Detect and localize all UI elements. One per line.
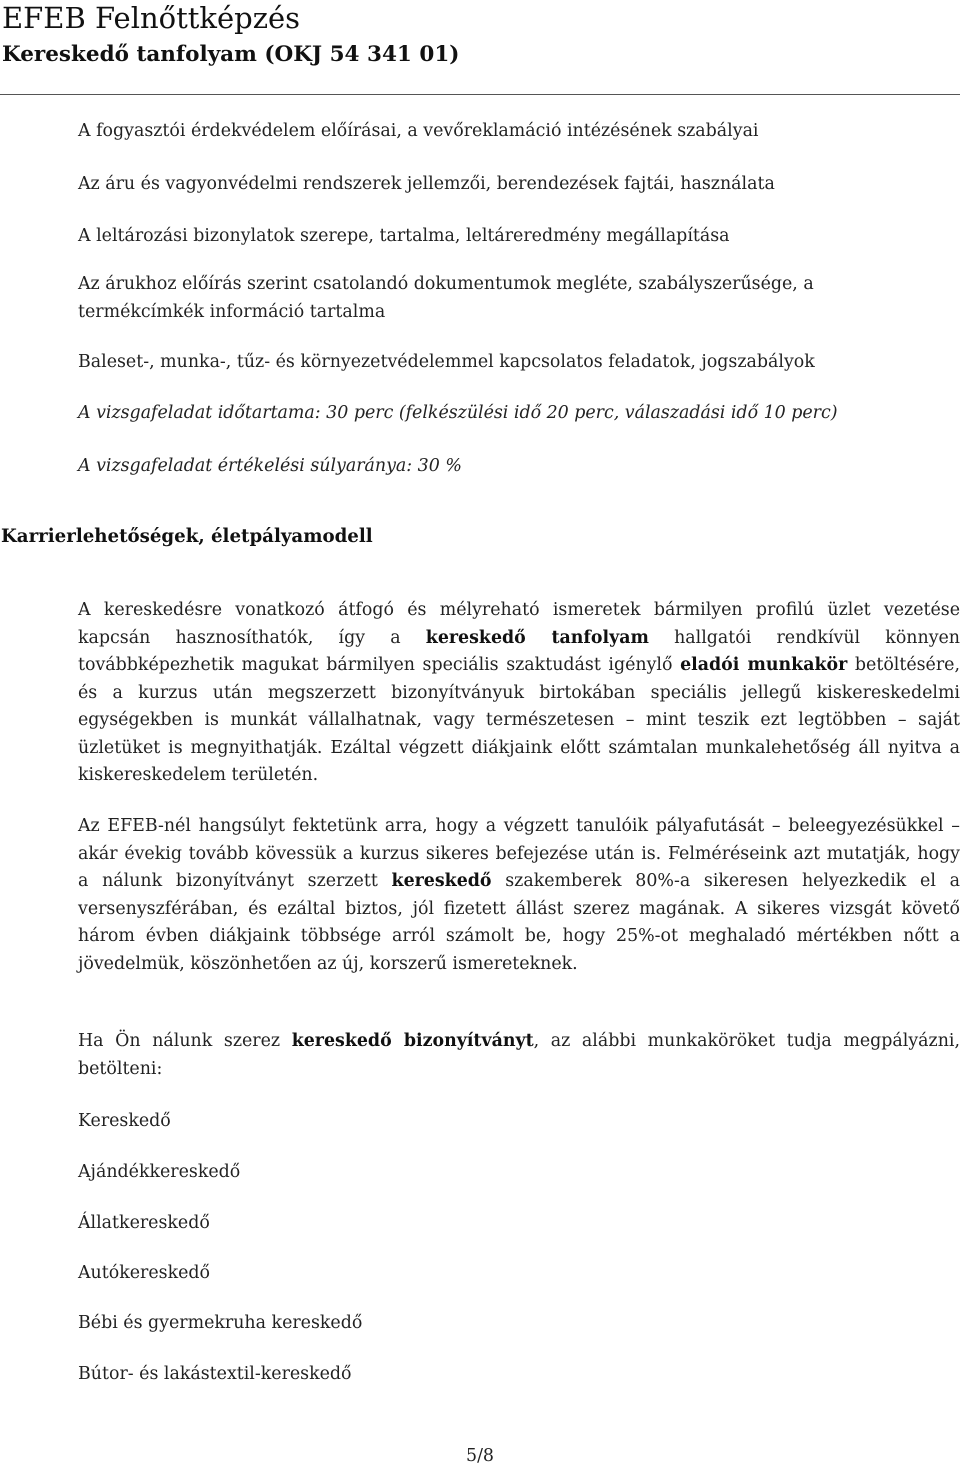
topic-line: Baleset-, munka-, tűz- és környezetvédelemmel kapcsolatos feladatok, jogszabályok bbox=[78, 352, 815, 372]
topic-line: A leltározási bizonylatok szerepe, tartalma, leltáreredmény megállapítása bbox=[78, 226, 730, 246]
job-item: Ajándékkereskedő bbox=[78, 1162, 241, 1182]
career-paragraph-3 bbox=[78, 1028, 960, 1083]
exam-weight: A vizsgafeladat értékelési súlyaránya: 30 % bbox=[78, 456, 462, 476]
job-item: Bútor- és lakástextil-kereskedő bbox=[78, 1364, 352, 1384]
paragraph-bold-text: eladói munkakör bbox=[680, 655, 848, 675]
career-paragraph-2 bbox=[78, 813, 960, 978]
paragraph-bold-text: kereskedő tanfolyam bbox=[425, 627, 649, 648]
paragraph-bold-text: kereskedő bbox=[391, 871, 492, 891]
document-title: Kereskedő tanfolyam (OKJ 54 341 01) bbox=[2, 42, 460, 67]
exam-duration: A vizsgafeladat időtartama: 30 perc (felkészülési idő 20 perc, válaszadási idő 10 perc) bbox=[78, 403, 838, 423]
paragraph-bold-text: kereskedő bizonyítványt bbox=[291, 1031, 534, 1051]
section-heading-career: Karrierlehetőségek, életpályamodell bbox=[1, 526, 373, 547]
site-title: EFEB Felnőttképzés bbox=[2, 1, 301, 35]
paragraph-text: betöltésére, és a kurzus után megszerzett bizonyítványuk birtokában speciális jellegű kiskereskedelmi egységekben is munkát vállalhatnak, vagy természetesen – mint teszik ezt legtöbben – saját üzletüket is megnyithatják. Ezáltal végzett diákjaink előtt számtalan munkalehetőség áll nyitva a kiskereskedelem területén. bbox=[78, 655, 960, 785]
paragraph-text: Ha Ön nálunk szerez bbox=[78, 1031, 292, 1051]
page-header bbox=[0, 0, 960, 95]
topic-line: Az árukhoz előírás szerint csatolandó dokumentumok megléte, szabályszerűsége, a bbox=[78, 274, 814, 294]
page-number: 5/8 bbox=[466, 1446, 494, 1466]
job-item: Bébi és gyermekruha kereskedő bbox=[78, 1313, 363, 1333]
topic-line: termékcímkék információ tartalma bbox=[78, 302, 386, 322]
topic-line: Az áru és vagyonvédelmi rendszerek jellemzői, berendezések fajtái, használata bbox=[78, 174, 775, 194]
career-paragraph-1 bbox=[78, 597, 960, 790]
job-item: Állatkereskedő bbox=[78, 1213, 210, 1233]
job-item: Autókereskedő bbox=[78, 1263, 211, 1283]
paragraph-text: , az alábbi munkaköröket tudja megpályázni, betölteni: bbox=[78, 1031, 960, 1079]
paragraph-text: Az EFEB-nél hangsúlyt fektetünk arra, hogy a végzett tanulóik pályafutását – beleegyezésükkel – akár évekig tovább kövessük a kurzus sikeres befejezése után is. Felméréseink azt mutatják, hogy a nálunk bizonyítványt szerzett bbox=[78, 816, 960, 891]
paragraph-text: A kereskedésre vonatkozó átfogó és mélyreható ismeretek bármilyen profilú üzlet vezetése kapcsán hasznosíthatók, így a bbox=[78, 600, 960, 648]
paragraph-text: szakemberek 80%-a sikeresen helyezkedik el a versenyszférában, és ezáltal biztos, jól fizetett állást szerez magának. A sikeres vizsgát követő három évben diákjaink többsége arról számolt be, hogy 25%-ot meghaladó mértékben nőtt a jövedelmük, köszönhetően az új, korszerű ismereteknek. bbox=[78, 871, 960, 974]
paragraph-text: hallgatói rendkívül könnyen továbbképezhetik magukat bármilyen speciális szaktudást igénylő bbox=[78, 627, 960, 675]
topic-line: A fogyasztói érdekvédelem előírásai, a vevőreklamáció intézésének szabályai bbox=[78, 121, 759, 141]
job-item: Kereskedő bbox=[78, 1111, 171, 1131]
